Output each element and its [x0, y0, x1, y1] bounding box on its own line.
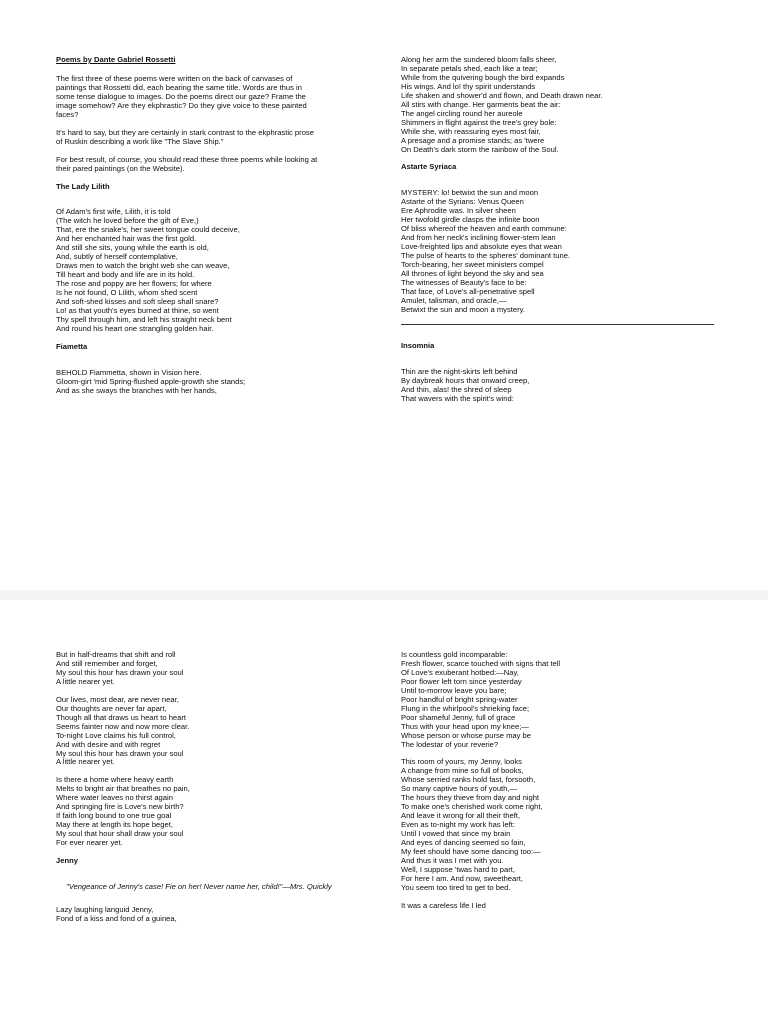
poem-line: A little nearer yet. [56, 757, 115, 767]
text-line: image somehow? Are they ekphrastic? Do they give voice to these painted [56, 100, 307, 110]
poem-line: Flung in the whirlpool's shrieking face; [401, 703, 530, 713]
poem-title-lady-lilith: The Lady Lilith [56, 181, 110, 191]
intro-paragraph [56, 156, 376, 174]
poem-line: My feet should have some dancing too:— [401, 847, 541, 857]
poem-line: My soul that hour shall draw your soul [56, 829, 184, 839]
poem-line: On Death's dark storm the rainbow of the Soul. [401, 144, 559, 154]
poem-fiametta-continued [401, 56, 721, 154]
poem-line: And still she sits, young while the earth is old, [56, 243, 209, 253]
page-separator [0, 590, 768, 600]
poem-line: This room of yours, my Jenny, looks [401, 757, 522, 767]
poem-line: It was a careless life I led [401, 900, 486, 910]
poem-line: Fresh flower, scarce touched with signs that tell [401, 658, 561, 668]
poem-insomnia-stanza [56, 776, 376, 848]
poem-line: If faith long bound to one true goal [56, 811, 172, 821]
poem-line: Melts to bright air that breathes no pain, [56, 784, 190, 794]
document-page-2 [0, 600, 768, 1024]
poem-line: Until I vowed that since my brain [401, 829, 511, 839]
poem-insomnia [401, 368, 721, 404]
poem-line: The rose and poppy are her flowers; for where [56, 279, 212, 289]
poem-line: And leave it wrong for all their theft, [401, 811, 521, 821]
poem-line: His wings. And lo! thy spirit understands [401, 81, 536, 91]
poem-line: Shimmers in flight against the tree's grey bole: [401, 117, 557, 127]
poem-lady-lilith [56, 208, 376, 333]
poem-line: Though all that draws us heart to heart [56, 712, 187, 722]
poem-line: Amulet, talisman, and oracle,— [401, 295, 507, 305]
poem-line: Even as to-night my work has left: [401, 820, 515, 830]
poem-line: To-night Love claims his full control, [56, 730, 176, 740]
poem-line: Until to-morrow leave you bare; [401, 685, 507, 695]
poem-line: The witnesses of Beauty's face to be: [401, 277, 527, 287]
poem-line: And her enchanted hair was the first gold. [56, 234, 197, 244]
poem-jenny [56, 906, 376, 924]
text-line: some tense dialogue to images. Do the poems direct our gaze? Frame the [56, 91, 306, 101]
poem-line: BEHOLD Fiammetta, shown in Vision here. [56, 367, 202, 377]
poem-line: That wavers with the spirit's wind: [401, 393, 514, 403]
jenny-epigraph: "Vengeance of Jenny's case! Fie on her! Never name her, child!"—Mrs. Quickly [66, 882, 332, 892]
section-divider [401, 324, 714, 325]
intro-text [56, 75, 376, 174]
poem-line: And soft-shed kisses and soft sleep shall snare? [56, 297, 219, 307]
poem-line: For here I am. And now, sweetheart, [401, 873, 523, 883]
poem-line: And still remember and forget, [56, 658, 158, 668]
document-title: Poems by Dante Gabriel Rossetti [56, 55, 176, 64]
poem-line: The lodestar of your reverie? [401, 739, 499, 749]
text-line: paintings that Rossetti did, each bearing the same title. Words are thus in [56, 82, 302, 92]
poem-line: And springing fire is Love's new birth? [56, 802, 184, 812]
poem-jenny-stanza [401, 902, 721, 911]
poem-line: While from the quivering bough the bird expands [401, 72, 565, 82]
poem-line: In separate petals shed, each like a tear; [401, 63, 538, 73]
poem-line: Whose person or whose purse may be [401, 730, 532, 740]
poem-line: A presage and a promise stands; as 'twere [401, 135, 545, 145]
poem-line: Is there a home where heavy earth [56, 775, 174, 785]
poem-line: My soul this hour has drawn your soul [56, 667, 184, 677]
poem-line: Poor handful of bright spring-water [401, 694, 518, 704]
poem-line: Thin are the night-skirts left behind [401, 366, 518, 376]
poem-line: And, subtly of herself contemplative, [56, 252, 178, 262]
poem-title-insomnia: Insomnia [401, 340, 435, 350]
poem-title-fiametta: Fiametta [56, 341, 88, 351]
poem-line: Where water leaves no thirst again [56, 793, 173, 803]
poem-line: A little nearer yet. [56, 676, 115, 686]
poem-line: Astarte of the Syrians: Venus Queen [401, 197, 524, 207]
poem-astarte-syriaca [401, 189, 721, 314]
poem-line: By daybreak hours that onward creep, [401, 375, 530, 385]
poem-line: Is he not found, O Lilith, whom shed scent [56, 288, 198, 298]
poem-title-jenny: Jenny [56, 856, 78, 866]
intro-paragraph [56, 129, 376, 147]
poem-line: And thus it was I met with you. [401, 855, 504, 865]
poem-line: That face, of Love's all-penetrative spell [401, 286, 535, 296]
text-line: For best result, of course, you should read these three poems while looking at [56, 154, 318, 164]
poem-line: And thin, alas! the shred of sleep [401, 384, 512, 394]
poem-line: While she, with reassuring eyes most fair, [401, 126, 541, 136]
poem-line: Draws men to watch the bright web she can weave, [56, 261, 230, 271]
poem-line: Along her arm the sundered bloom falls sheer, [401, 55, 557, 64]
poem-line: Fond of a kiss and fond of a guinea, [56, 913, 177, 923]
poem-line: May there at length its hope beget, [56, 820, 173, 830]
poem-line: Torch-bearing, her sweet ministers compel [401, 260, 544, 270]
poem-line: Poor shameful Jenny, full of grace [401, 712, 516, 722]
poem-line: You seem too tired to get to bed. [401, 882, 511, 892]
poem-line: Lazy laughing languid Jenny, [56, 904, 154, 914]
poem-line: Of bliss whereof the heaven and earth commune: [401, 224, 567, 234]
poem-line: Of Adam's first wife, Lilith, it is told [56, 207, 171, 217]
poem-line: Thus with your head upon my knee;— [401, 721, 529, 731]
poem-line: The angel circling round her aureole [401, 108, 523, 118]
poem-line: Her twofold girdle clasps the infinite boon [401, 215, 540, 225]
poem-line: Thy spell through him, and left his straight neck bent [56, 314, 232, 324]
poem-line: All stirs with change. Her garments beat the air: [401, 99, 561, 109]
poem-line: Betwixt the sun and moon a mystery. [401, 304, 525, 314]
poem-line: A change from mine so full of books, [401, 766, 524, 776]
poem-line: That, ere the snake's, her sweet tongue could deceive, [56, 225, 240, 235]
poem-line: Life shaken and shower'd and flown, and Death drawn near. [401, 90, 603, 100]
poem-line: To make one's cherished work come right, [401, 802, 543, 812]
poem-line: So many captive hours of youth,— [401, 784, 518, 794]
page1-right-column [401, 56, 721, 413]
intro-paragraph [56, 75, 376, 120]
poem-line: And eyes of dancing seemed so fain, [401, 838, 526, 848]
page2-left-column [56, 651, 376, 933]
poem-line: Till heart and body and life are in its hold. [56, 270, 195, 280]
poem-insomnia-stanza [56, 696, 376, 768]
text-line: The first three of these poems were written on the back of canvases of [56, 73, 293, 83]
poem-jenny-stanza [401, 758, 721, 892]
poem-line: Gloom-girt 'mid Spring-flushed apple-growth she stands; [56, 376, 246, 386]
poem-line: And as she sways the branches with her hands, [56, 385, 217, 395]
page1-left-column [56, 56, 376, 405]
poem-line: And with desire and with regret [56, 739, 161, 749]
text-line: faces? [56, 109, 79, 119]
poem-line: Our thoughts are never far apart, [56, 703, 167, 713]
poem-line: Is countless gold incomparable: [401, 650, 508, 659]
poem-line: Seems fainter now and now more clear. [56, 721, 190, 731]
poem-line: Poor flower left torn since yesterday [401, 676, 522, 686]
page2-right-column [401, 651, 721, 920]
poem-line: But in half-dreams that shift and roll [56, 650, 176, 659]
text-line: It's hard to say, but they are certainly in stark contrast to the ekphrastic prose [56, 127, 314, 137]
text-line: their pared paintings (on the Website). [56, 163, 185, 173]
poem-line: The pulse of hearts to the spheres' dominant tune. [401, 251, 571, 261]
poem-line: My soul this hour has drawn your soul [56, 748, 184, 758]
poem-line: Lo! as that youth's eyes burned at thine, so went [56, 305, 219, 315]
poem-title-astarte-syriaca: Astarte Syriaca [401, 162, 457, 172]
poem-line: Ere Aphrodite was. In silver sheen [401, 206, 516, 216]
poem-line: Whose serried ranks hold fast, forsooth, [401, 775, 536, 785]
poem-insomnia-stanza [56, 651, 376, 687]
poem-fiametta [56, 369, 376, 396]
poem-line: Of Love's exuberant hotbed:—Nay, [401, 667, 519, 677]
poem-line: MYSTERY: lo! betwixt the sun and moon [401, 188, 539, 198]
poem-line: For ever nearer yet. [56, 838, 123, 848]
poem-line: And round his heart one strangling golden hair. [56, 323, 214, 333]
poem-line: Love-freighted lips and absolute eyes that wean [401, 242, 562, 252]
poem-line: Well, I suppose 'twas hard to part, [401, 864, 516, 874]
poem-jenny-stanza [401, 651, 721, 749]
text-line: of Ruskin describing a work like "The Slave Ship." [56, 136, 224, 146]
poem-line: The hours they thieve from day and night [401, 793, 540, 803]
poem-line: (The witch he loved before the gift of Eve,) [56, 216, 199, 226]
poem-line: All thrones of light beyond the sky and sea [401, 269, 544, 279]
poem-line: Our lives, most dear, are never near, [56, 694, 179, 704]
poem-line: And from her neck's inclining flower-stem lean [401, 233, 556, 243]
